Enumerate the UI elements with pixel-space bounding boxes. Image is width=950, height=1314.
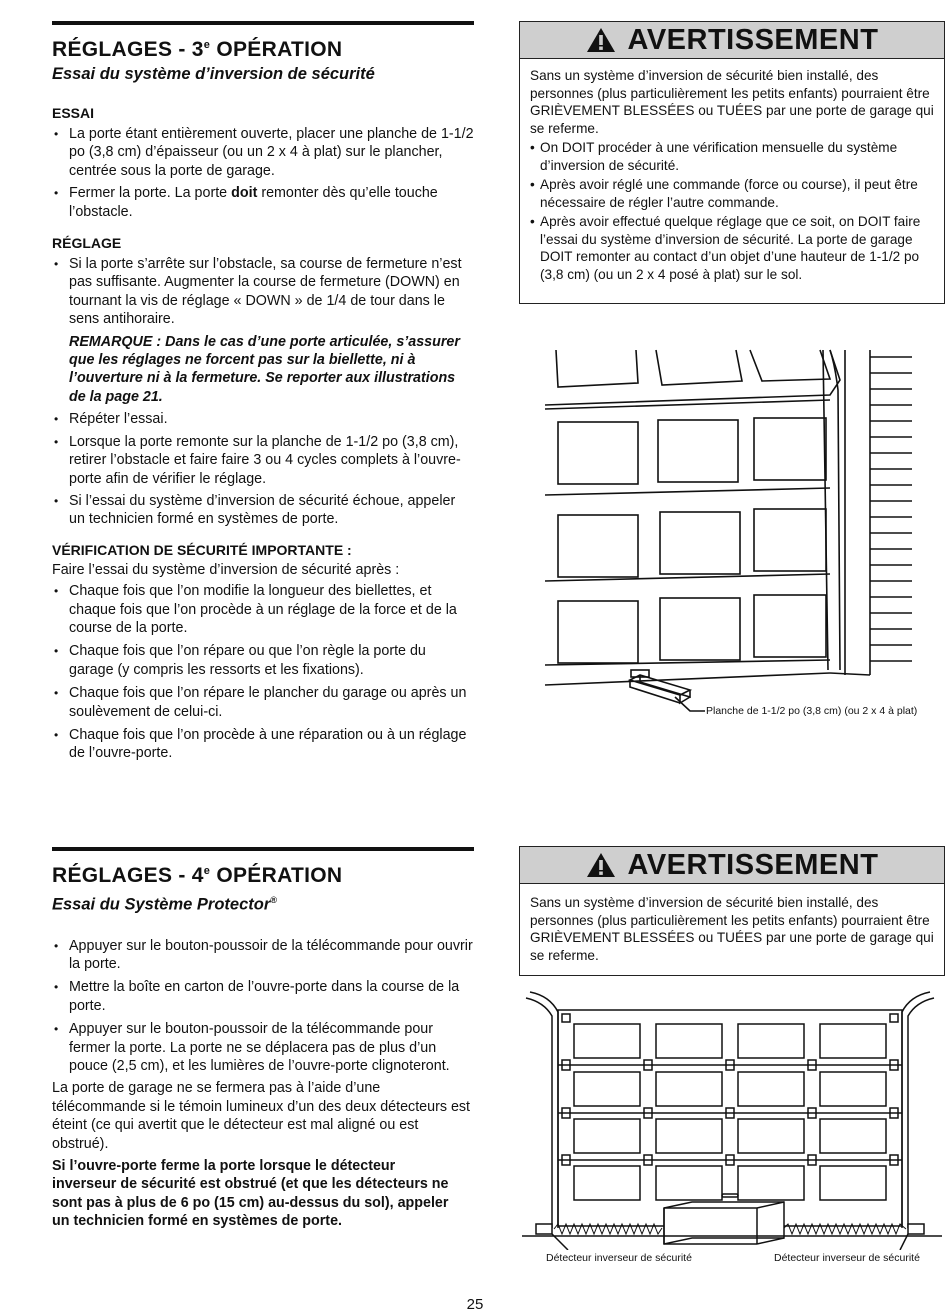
figure-1-caption: Planche de 1-1/2 po (3,8 cm) (ou 2 x 4 à plat) xyxy=(706,705,918,717)
warning-1-title: AVERTISSEMENT xyxy=(627,24,879,56)
warning-1-item-1: • On DOIT procéder à une vérification mensuelle du système d’inversion de sécurité. xyxy=(530,139,934,174)
garage-door-board-illustration xyxy=(530,345,940,725)
essai-list xyxy=(52,125,474,221)
warning-1-item-2: • Après avoir réglé une commande (force ou course), il peut être nécessaire de régler l’autre commande. xyxy=(530,176,934,211)
page-number: 25 xyxy=(466,1296,484,1313)
essai-item-1: • La porte étant entièrement ouverte, placer une planche de 1-1/2 po (3,8 cm) d’épaisseur (ou un 2 x 4 à plat) sur le plancher, centrée sous la porte de garage. xyxy=(52,125,474,180)
garage-door-sensors-illustration xyxy=(522,988,942,1250)
essai-item-2-emph: doit xyxy=(231,185,258,202)
warning-2-intro: Sans un système d’inversion de sécurité bien installé, des personnes (plus particulièrement les petits enfants) pourraient être GRIÈVEMENT BLESSÉES ou TUÉES par une porte de garage qui se referme. xyxy=(530,895,934,963)
verif-item-2: • Chaque fois que l’on répare ou que l’on règle la porte du garage (y compris les ressorts et les fixations). xyxy=(52,642,474,679)
verif-item-3: • Chaque fois que l’on répare le plancher du garage ou après un soulèvement de celui-ci. xyxy=(52,684,474,721)
section-4-title-prefix: RÉGLAGES - 4 xyxy=(52,864,204,887)
section-3-title xyxy=(52,33,474,62)
remarque-note xyxy=(52,333,474,407)
warning-2-body xyxy=(520,884,944,970)
section-4-rule xyxy=(52,847,474,851)
section-4-title-sup: e xyxy=(203,865,211,877)
warning-1-body xyxy=(520,59,944,289)
warning-box-2 xyxy=(519,846,945,976)
warning-1-item-3: • Après avoir effectué quelque réglage que ce soit, on DOIT faire l’essai du système d’inversion de sécurité. La porte de garage DOIT remonter au contact d’un objet d’une hauteur de 1-1/2 po (3,8 cm) (ou un 2 x 4 posé à plat) sur le sol. xyxy=(530,213,934,283)
section-4-subtitle xyxy=(52,890,474,915)
reglage-list-2 xyxy=(52,410,474,528)
figure-2-caption-right: Détecteur inverseur de sécurité xyxy=(774,1252,920,1264)
remarque-text: Dans le cas d’une porte articulée, s’assurer que les réglages ne forcent pas sur la biellette, ni à l’ouverture ni à la fermeture. Se reporter aux illustrations de la page 21. xyxy=(69,333,460,405)
reglage-item-3: • Lorsque la porte remonte sur la planche de 1-1/2 po (3,8 cm), retirer l’obstacle et faire faire 3 ou 4 cycles complets à l’ouvre-porte afin de vérifier le réglage. xyxy=(52,433,474,488)
section-4-item-3: • Appuyer sur le bouton-poussoir de la télécommande pour fermer la porte. La porte ne se déplacera pas de plus d’un pouce (2,5 cm), et les lumières de l’ouvre-porte clignoteront. xyxy=(52,1020,474,1075)
warning-triangle-icon xyxy=(586,27,616,53)
section-3-subtitle: Essai du système d’inversion de sécurité xyxy=(52,65,375,83)
section-4-list xyxy=(52,937,474,1076)
verif-item-4: • Chaque fois que l’on procède à une réparation ou à un réglage de l’ouvre-porte. xyxy=(52,726,474,763)
warning-1-intro: Sans un système d’inversion de sécurité bien installé, des personnes (plus particulièrement les petits enfants) pourraient être GRIÈVEMENT BLESSÉES ou TUÉES par une porte de garage qui se referme. xyxy=(530,68,934,136)
warning-triangle-icon xyxy=(586,852,616,878)
section-4-title-suffix: OPÉRATION xyxy=(210,864,343,887)
reglage-item-1: • Si la porte s’arrête sur l’obstacle, sa course de fermeture n’est pas suffisante. Augmenter la course de fermeture (DOWN) en tournant la vis de réglage « DOWN » de 1/4 de tour dans le sens antihoraire. xyxy=(52,255,474,329)
section-4-item-2: • Mettre la boîte en carton de l’ouvre-porte dans la course de la porte. xyxy=(52,978,474,1015)
figure-2-caption-left: Détecteur inverseur de sécurité xyxy=(546,1252,692,1264)
section-4 xyxy=(52,847,474,1231)
essai-heading: ESSAI xyxy=(52,105,95,121)
remarque-label: REMARQUE : xyxy=(69,333,162,350)
essai-item-2-a: Fermer la porte. La porte xyxy=(69,185,228,202)
warning-2-title: AVERTISSEMENT xyxy=(627,849,879,881)
warning-1-header xyxy=(520,22,944,59)
section-3 xyxy=(52,21,474,763)
registered-mark: ® xyxy=(270,895,277,905)
verif-list xyxy=(52,582,474,763)
reglage-list xyxy=(52,255,474,329)
section-4-para: La porte de garage ne se fermera pas à l’aide d’une télécommande si le témoin lumineux d’un des deux détecteurs est éteint (ce qui avertit que le détecteur est mal aligné ou est obstrué). xyxy=(52,1080,471,1152)
section-3-title-suffix: OPÉRATION xyxy=(210,38,343,61)
section-4-subtitle-text: Essai du Système Protector xyxy=(52,895,271,914)
section-3-title-sup: e xyxy=(203,39,211,51)
section-3-title-prefix: RÉGLAGES - 3 xyxy=(52,38,204,61)
essai-item-2 xyxy=(52,184,474,221)
verif-item-1: • Chaque fois que l’on modifie la longueur des biellettes, et chaque fois que l’on procède à un réglage de la force et de la course de la porte. xyxy=(52,582,474,637)
warning-1-list xyxy=(530,139,934,283)
warning-2-header xyxy=(520,847,944,884)
verif-intro: Faire l’essai du système d’inversion de sécurité après : xyxy=(52,561,400,578)
warning-box-1 xyxy=(519,21,945,304)
section-3-rule xyxy=(52,21,474,25)
verif-heading: VÉRIFICATION DE SÉCURITÉ IMPORTANTE : xyxy=(52,541,352,558)
section-4-bold-para: Si l’ouvre-porte ferme la porte lorsque le détecteur inverseur de sécurité est obstrué (et que les détecteurs ne sont pas à plus de 6 po (15 cm) au-dessus du sol), appeler un technicien formé en systèmes de porte. xyxy=(52,1157,449,1230)
section-4-title xyxy=(52,859,474,888)
reglage-item-2: • Répéter l’essai. xyxy=(52,410,474,428)
essai-item-2-b: remonter dès qu’elle touche l’obstacle. xyxy=(69,185,438,220)
reglage-item-4: • Si l’essai du système d’inversion de sécurité échoue, appeler un technicien formé en systèmes de porte. xyxy=(52,492,474,529)
reglage-heading: RÉGLAGE xyxy=(52,235,122,252)
section-4-item-1: • Appuyer sur le bouton-poussoir de la télécommande pour ouvrir la porte. xyxy=(52,937,474,974)
